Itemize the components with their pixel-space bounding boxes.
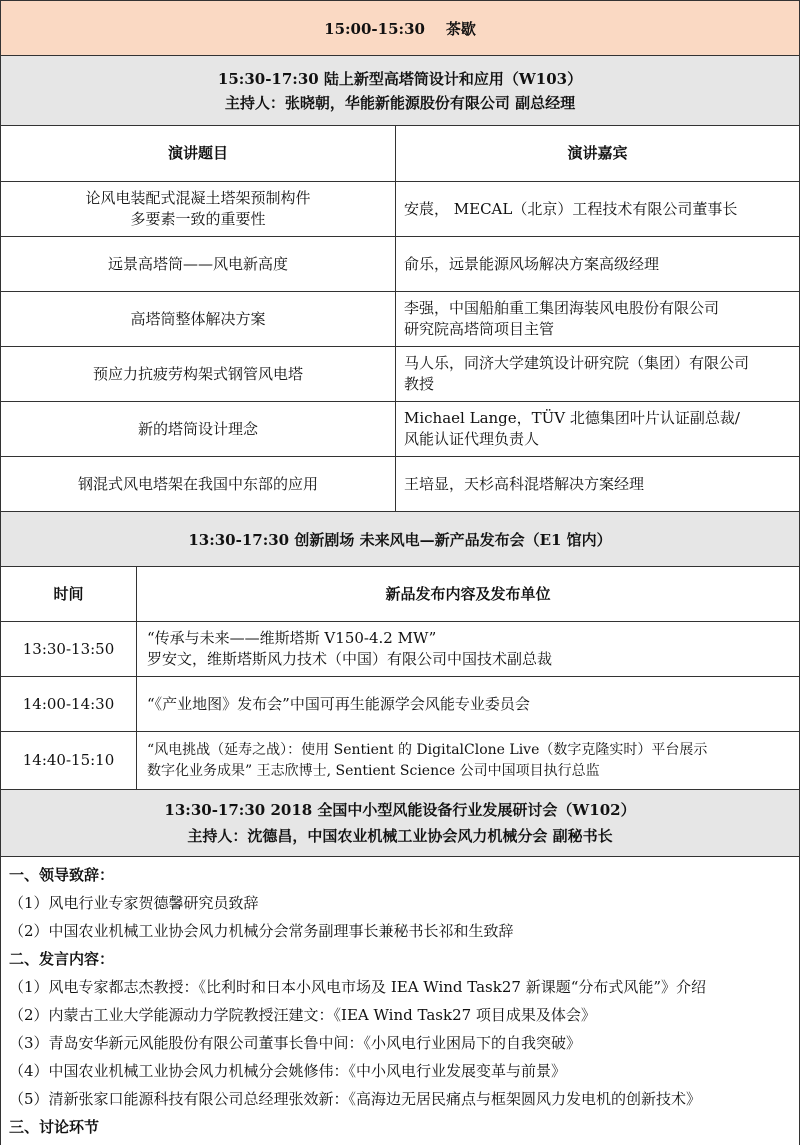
section-heading: 三、讨论环节	[9, 1118, 100, 1136]
talk-topic: 钢混式风电塔架在我国中东部的应用	[77, 474, 318, 493]
w103-session-header	[0, 56, 800, 126]
w103-row	[0, 402, 800, 457]
w102-session-header	[0, 790, 800, 857]
section-heading: 一、领导致辞：	[9, 866, 115, 884]
talk-speaker: 俞乐，远景能源风场解决方案高级经理	[404, 254, 660, 273]
talk-speaker: 李强，中国船舶重工集团海装风电股份有限公司	[404, 299, 720, 317]
agenda-item: （3）青岛安华新元风能股份有限公司董事长鲁中间：《小风电行业困局下的自我突破》	[9, 1034, 582, 1052]
release-content: “传承与未来——维斯塔斯 V150-4.2 MW”	[147, 629, 437, 647]
talk-speaker: 教授	[404, 375, 435, 393]
talk-topic: 新的塔筒设计理念	[137, 419, 258, 438]
tea-break-time: 15:00-15:30	[324, 19, 425, 38]
w103-row	[0, 347, 800, 402]
talk-topic: 预应力抗疲劳构架式钢管风电塔	[92, 364, 303, 383]
section-heading: 二、发言内容：	[9, 950, 115, 968]
tea-break-label: 茶歇	[445, 19, 476, 38]
w103-row	[0, 182, 800, 237]
w103-host: 主持人：张晓朝，华能新能源股份有限公司 副总经理	[224, 93, 576, 112]
talk-topic: 多要素一致的重要性	[130, 210, 266, 228]
e1-column-header	[0, 567, 800, 622]
talk-speaker: 风能认证代理负责人	[404, 430, 540, 448]
agenda-item: （1）风电行业专家贺德馨研究员致辞	[9, 894, 259, 912]
talk-speaker: 王培显，天杉高科混塔解决方案经理	[404, 474, 645, 493]
release-time: 14:40-15:10	[22, 751, 115, 769]
release-time: 13:30-13:50	[22, 639, 115, 658]
w103-title: 15:30-17:30 陆上新型高塔筒设计和应用（W103）	[217, 69, 583, 88]
agenda-item: （4）中国农业机械工业协会风力机械分会姚修伟：《中小风电行业发展变革与前景》	[9, 1062, 567, 1080]
e1-title: 13:30-17:30 创新剧场 未来风电—新产品发布会（E1 馆内）	[188, 530, 612, 549]
release-content: 数字化业务成果” 王志欣博士, Sentient Science 公司中国项目执行总监	[147, 762, 600, 779]
w103-column-header	[0, 126, 800, 182]
w102-host: 主持人：沈德昌，中国农业机械工业协会风力机械分会 副秘书长	[187, 827, 613, 845]
talk-speaker: Michael Lange，TÜV 北德集团叶片认证副总裁/	[404, 409, 740, 427]
talk-topic: 高塔筒整体解决方案	[130, 309, 266, 328]
w103-row	[0, 237, 800, 292]
col-topic-header: 演讲题目	[167, 144, 228, 162]
e1-session-header	[0, 512, 800, 567]
talk-speaker: 马人乐，同济大学建筑设计研究院（集团）有限公司	[404, 354, 750, 372]
agenda-item: （2）中国农业机械工业协会风力机械分会常务副理事长兼秘书长祁和生致辞	[9, 922, 514, 940]
w103-row	[0, 457, 800, 512]
agenda-item: （2）内蒙古工业大学能源动力学院教授汪建文：《IEA Wind Task27 项目成果及体会》	[9, 1006, 596, 1024]
col-time-header: 时间	[53, 584, 84, 603]
tea-break-text	[324, 18, 476, 39]
release-time: 14:00-14:30	[22, 694, 115, 713]
e1-row	[0, 622, 800, 677]
tea-break-row	[0, 0, 800, 56]
agenda-item: （1）风电专家都志杰教授：《比利时和日本小风电市场及 IEA Wind Task27 新课题“分布式风能”》介绍	[9, 978, 707, 996]
w102-agenda	[0, 857, 800, 1145]
talk-topic: 远景高塔筒——风电新高度	[107, 254, 288, 273]
release-content: “风电挑战（延寿之战）：使用 Sentient 的 DigitalClone Live（数字克隆实时）平台展示	[147, 741, 708, 758]
e1-row	[0, 677, 800, 732]
col-content-header: 新品发布内容及发布单位	[385, 584, 551, 603]
e1-row	[0, 732, 800, 790]
talk-speaker: 安莀， MECAL（北京）工程技术有限公司董事长	[404, 199, 738, 218]
release-content: 罗安文，维斯塔斯风力技术（中国）有限公司中国技术副总裁	[147, 650, 553, 668]
talk-speaker: 研究院高塔筒项目主管	[404, 320, 555, 338]
talk-topic: 论风电装配式混凝土塔架预制构件	[85, 189, 311, 207]
release-content: “《产业地图》发布会”中国可再生能源学会风能专业委员会	[147, 694, 530, 713]
w102-title: 13:30-17:30 2018 全国中小型风能设备行业发展研讨会（W102）	[164, 801, 636, 819]
col-speaker-header: 演讲嘉宾	[567, 144, 628, 162]
agenda-item: （5）清新张家口能源科技有限公司总经理张效新：《高海边无居民痛点与框架圆风力发电机的创新技术》	[9, 1090, 702, 1108]
w103-row	[0, 292, 800, 347]
